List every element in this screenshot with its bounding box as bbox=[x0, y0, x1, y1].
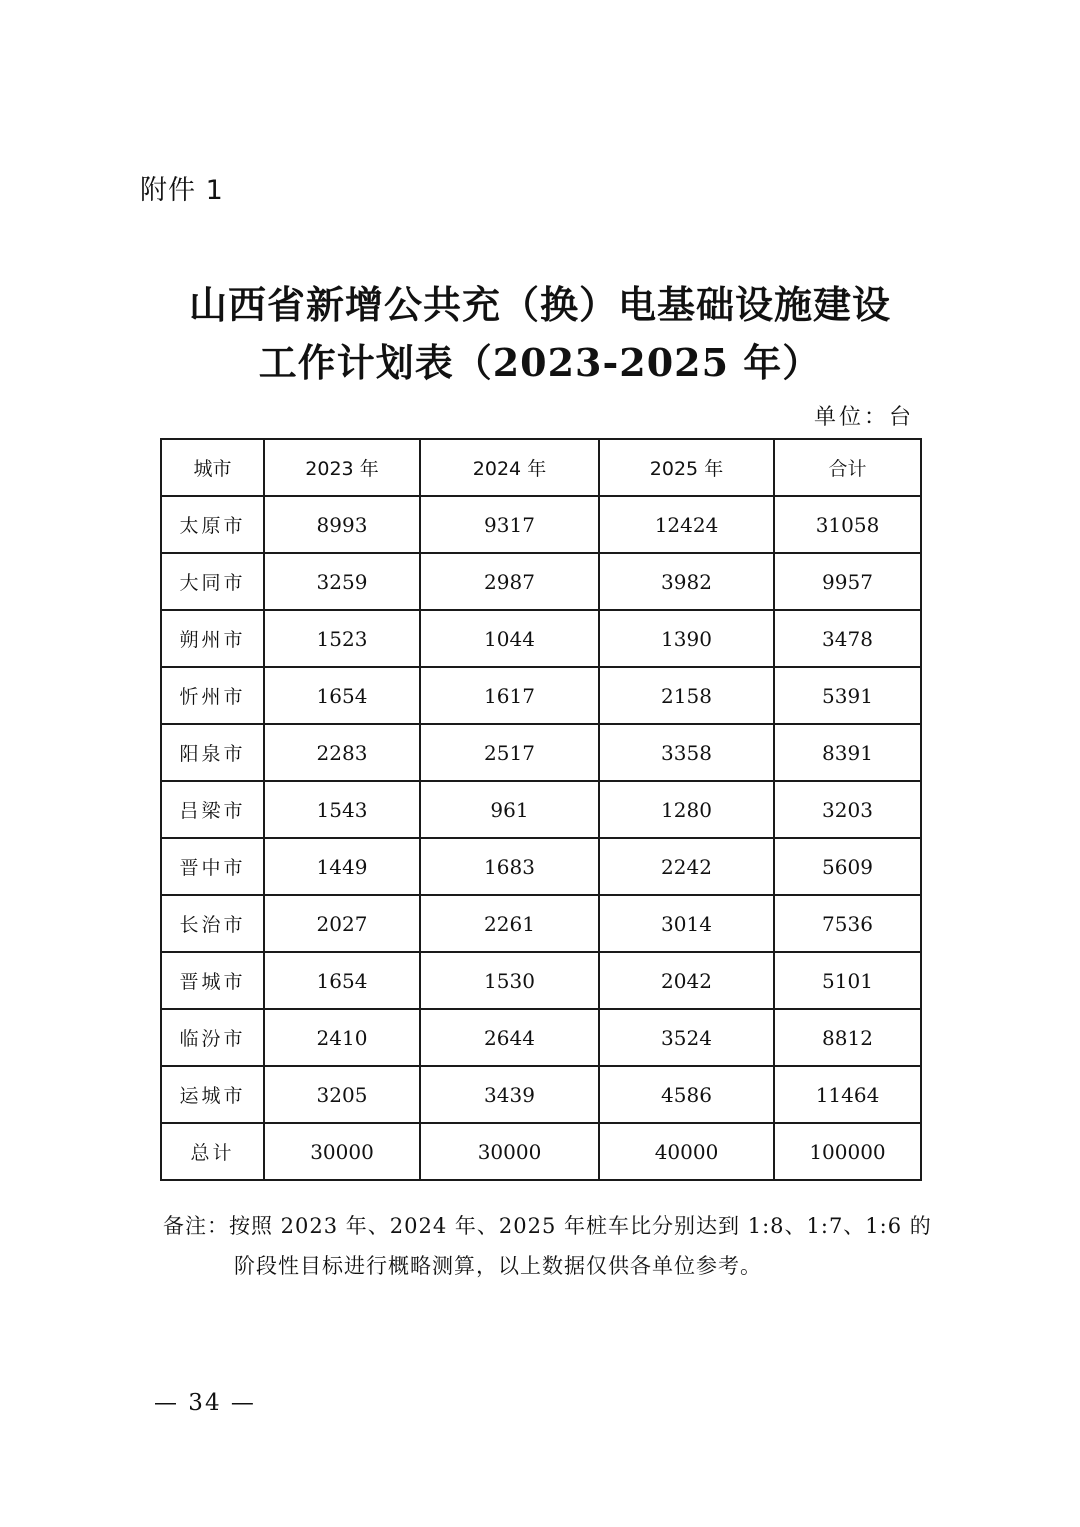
cell-value: 5609 bbox=[774, 838, 921, 895]
cell-value: 1683 bbox=[420, 838, 599, 895]
cell-value: 3358 bbox=[599, 724, 774, 781]
cell-value: 12424 bbox=[599, 496, 774, 553]
table-row bbox=[161, 838, 921, 895]
cell-value: 40000 bbox=[599, 1123, 774, 1180]
table-row bbox=[161, 667, 921, 724]
cell-city: 晋中市 bbox=[161, 838, 264, 895]
table-row bbox=[161, 1009, 921, 1066]
cell-total-label: 总计 bbox=[161, 1123, 264, 1180]
cell-value: 1617 bbox=[420, 667, 599, 724]
cell-value: 9317 bbox=[420, 496, 599, 553]
table-row bbox=[161, 553, 921, 610]
cell-value: 961 bbox=[420, 781, 599, 838]
cell-value: 1280 bbox=[599, 781, 774, 838]
cell-value: 2242 bbox=[599, 838, 774, 895]
cell-city: 阳泉市 bbox=[161, 724, 264, 781]
page-number: — 34 — bbox=[154, 1390, 256, 1416]
table-row bbox=[161, 610, 921, 667]
remark-line-2: 阶段性目标进行概略测算，以上数据仅供各单位参考。 bbox=[234, 1254, 762, 1278]
cell-value: 3259 bbox=[264, 553, 420, 610]
document-title-line-2: 工作计划表（2023-2025 年） bbox=[258, 340, 822, 385]
table-total-row bbox=[161, 1123, 921, 1180]
cell-value: 1523 bbox=[264, 610, 420, 667]
header-2025: 2025 年 bbox=[599, 439, 774, 496]
cell-value: 3982 bbox=[599, 553, 774, 610]
cell-value: 2987 bbox=[420, 553, 599, 610]
header-2024: 2024 年 bbox=[420, 439, 599, 496]
cell-value: 1543 bbox=[264, 781, 420, 838]
cell-value: 5101 bbox=[774, 952, 921, 1009]
cell-value: 31058 bbox=[774, 496, 921, 553]
cell-value: 3439 bbox=[420, 1066, 599, 1123]
cell-value: 8391 bbox=[774, 724, 921, 781]
unit-label: 单位：台 bbox=[813, 405, 914, 430]
cell-value: 30000 bbox=[420, 1123, 599, 1180]
cell-city: 晋城市 bbox=[161, 952, 264, 1009]
table-row bbox=[161, 724, 921, 781]
cell-value: 2644 bbox=[420, 1009, 599, 1066]
cell-value: 1044 bbox=[420, 610, 599, 667]
table-row bbox=[161, 1066, 921, 1123]
cell-city: 大同市 bbox=[161, 553, 264, 610]
cell-city: 朔州市 bbox=[161, 610, 264, 667]
cell-value: 2158 bbox=[599, 667, 774, 724]
cell-value: 2283 bbox=[264, 724, 420, 781]
cell-value: 3524 bbox=[599, 1009, 774, 1066]
cell-value: 1654 bbox=[264, 952, 420, 1009]
cell-value: 2517 bbox=[420, 724, 599, 781]
cell-value: 1654 bbox=[264, 667, 420, 724]
cell-value: 9957 bbox=[774, 553, 921, 610]
cell-value: 3203 bbox=[774, 781, 921, 838]
cell-value: 2410 bbox=[264, 1009, 420, 1066]
cell-city: 临汾市 bbox=[161, 1009, 264, 1066]
cell-value: 1530 bbox=[420, 952, 599, 1009]
cell-value: 30000 bbox=[264, 1123, 420, 1180]
cell-value: 7536 bbox=[774, 895, 921, 952]
cell-value: 5391 bbox=[774, 667, 921, 724]
table-row bbox=[161, 952, 921, 1009]
cell-value: 100000 bbox=[774, 1123, 921, 1180]
header-2023: 2023 年 bbox=[264, 439, 420, 496]
cell-city: 运城市 bbox=[161, 1066, 264, 1123]
cell-value: 1390 bbox=[599, 610, 774, 667]
charging-plan-table bbox=[160, 438, 922, 1181]
cell-value: 8993 bbox=[264, 496, 420, 553]
table-row bbox=[161, 781, 921, 838]
cell-value: 3205 bbox=[264, 1066, 420, 1123]
cell-value: 4586 bbox=[599, 1066, 774, 1123]
cell-city: 长治市 bbox=[161, 895, 264, 952]
table-row bbox=[161, 895, 921, 952]
cell-value: 2261 bbox=[420, 895, 599, 952]
cell-value: 3478 bbox=[774, 610, 921, 667]
cell-city: 忻州市 bbox=[161, 667, 264, 724]
header-city: 城市 bbox=[161, 439, 264, 496]
cell-city: 吕梁市 bbox=[161, 781, 264, 838]
table-row bbox=[161, 496, 921, 553]
table-header-row bbox=[161, 439, 921, 496]
cell-value: 2042 bbox=[599, 952, 774, 1009]
cell-value: 11464 bbox=[774, 1066, 921, 1123]
cell-value: 2027 bbox=[264, 895, 420, 952]
attachment-label: 附件 1 bbox=[140, 175, 224, 206]
header-total: 合计 bbox=[774, 439, 921, 496]
cell-value: 3014 bbox=[599, 895, 774, 952]
remark-line-1: 备注：按照 2023 年、2024 年、2025 年桩车比分别达到 1:8、1:7、1:6 的 bbox=[163, 1214, 932, 1238]
cell-city: 太原市 bbox=[161, 496, 264, 553]
cell-value: 8812 bbox=[774, 1009, 921, 1066]
document-title-line-1: 山西省新增公共充（换）电基础设施建设 bbox=[188, 282, 891, 327]
cell-value: 1449 bbox=[264, 838, 420, 895]
